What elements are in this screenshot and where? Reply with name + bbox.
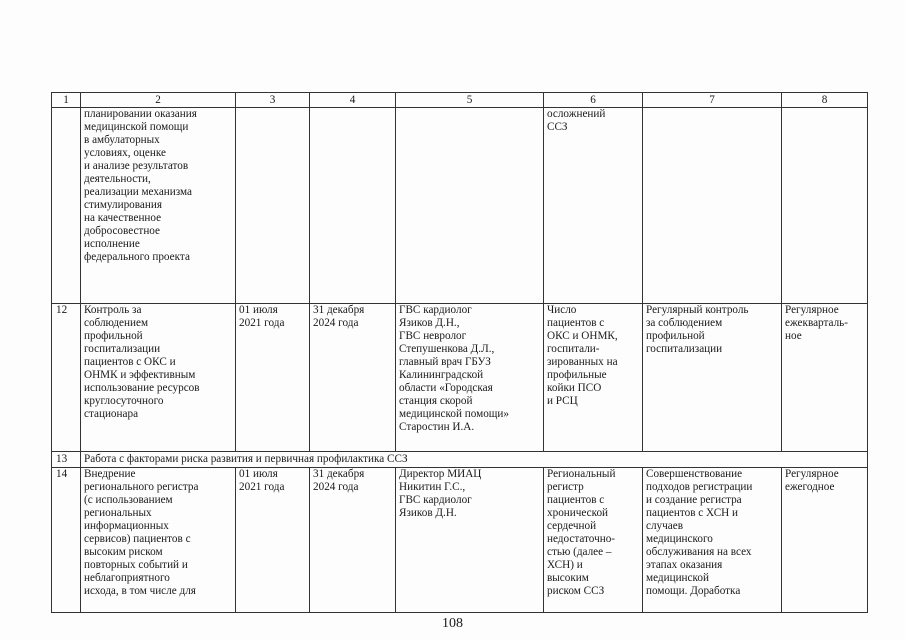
activity-name-cell: Внедрение регионального регистра (с использованием региональных информационных сервисов) пациентов с высоким риском повторных событий и неблагоприятного исхода, в том числе для (81, 468, 236, 613)
end-date-cell: 31 декабря 2024 года (310, 468, 396, 613)
header-cell-8: 8 (782, 93, 868, 108)
result-cell: Регулярный контроль за соблюдением профильной госпитализации (643, 304, 782, 452)
start-date-cell (236, 108, 310, 304)
start-date-cell: 01 июля 2021 года (236, 468, 310, 613)
frequency-cell (782, 108, 868, 304)
responsible-cell: Директор МИАЦ Никитин Г.С., ГВС кардиолог Язиков Д.Н. (396, 468, 544, 613)
row-number-cell: 13 (52, 452, 81, 468)
header-cell-3: 3 (236, 93, 310, 108)
header-cell-1: 1 (52, 93, 81, 108)
result-cell: Совершенствование подходов регистрации и создание регистра пациентов с ХСН и случаев медицинского обслуживания на всех этапах оказания медицинской помощи. Доработка (643, 468, 782, 613)
frequency-cell: Регулярное ежегодное (782, 468, 868, 613)
header-cell-5: 5 (396, 93, 544, 108)
table-row-13-section (52, 452, 868, 468)
header-cell-2: 2 (81, 93, 236, 108)
indicator-cell: Число пациентов с ОКС и ОНМК, госпитали- зированных на профильные койки ПСО и РСЦ (544, 304, 643, 452)
header-cell-6: 6 (544, 93, 643, 108)
responsible-cell: ГВС кардиолог Язиков Д.Н., ГВС невролог Степушенкова Д.Л., главный врач ГБУЗ Калининградской области «Городская станция скорой медицинской помощи» Старостин И.А. (396, 304, 544, 452)
end-date-cell: 31 декабря 2024 года (310, 304, 396, 452)
row-number-cell: 14 (52, 468, 81, 613)
page-number: 108 (442, 616, 463, 631)
indicator-cell: Региональный регистр пациентов с хронической сердечной недостаточно- стью (далее – ХСН) и высоким риском ССЗ (544, 468, 643, 613)
section-title-cell: Работа с факторами риска развития и первичная профилактика ССЗ (81, 452, 868, 468)
table-row-12 (52, 304, 868, 452)
frequency-cell: Регулярное ежекварталь- ное (782, 304, 868, 452)
responsible-cell (396, 108, 544, 304)
table-row-14 (52, 468, 868, 613)
action-plan-table (51, 92, 868, 613)
header-cell-4: 4 (310, 93, 396, 108)
row-number-cell (52, 108, 81, 304)
header-cell-7: 7 (643, 93, 782, 108)
end-date-cell (310, 108, 396, 304)
row-number-cell: 12 (52, 304, 81, 452)
table-header-row (52, 93, 868, 108)
indicator-cell: осложнений ССЗ (544, 108, 643, 304)
activity-name-cell: планировании оказания медицинской помощи в амбулаторных условиях, оценке и анализе результатов деятельности, реализации механизма стимулирования на качественное добросовестное исполнение федерального проекта (81, 108, 236, 304)
result-cell (643, 108, 782, 304)
start-date-cell: 01 июля 2021 года (236, 304, 310, 452)
table-row-continued (52, 108, 868, 304)
activity-name-cell: Контроль за соблюдением профильной госпитализации пациентов с ОКС и ОНМК и эффективным использование ресурсов круглосуточного стационара (81, 304, 236, 452)
